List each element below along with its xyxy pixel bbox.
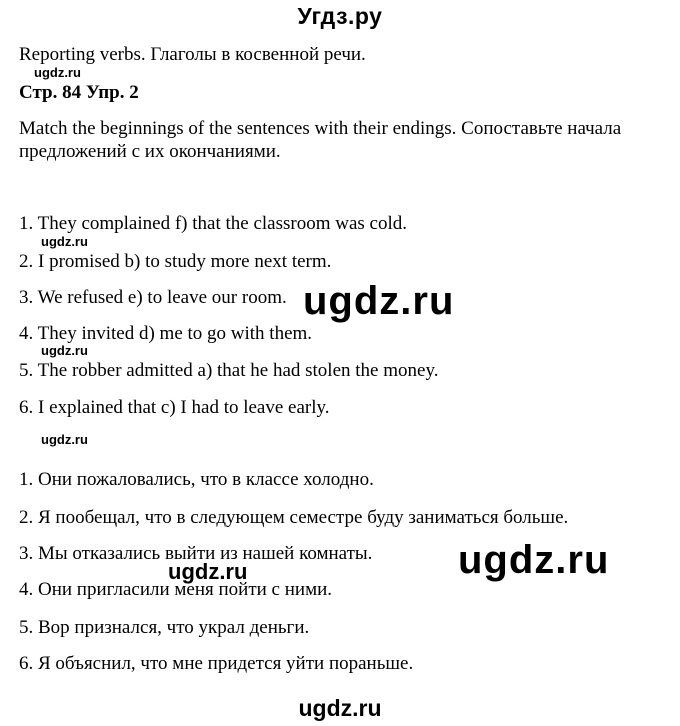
watermark: ugdz.ru: [41, 343, 88, 358]
answer-en-2: 2. I promised b) to study more next term.: [19, 251, 332, 272]
answer-ru-3: 3. Мы отказались выйти из нашей комнаты.: [19, 543, 373, 564]
answer-en-6: 6. I explained that c) I had to leave early.: [19, 397, 330, 418]
task-text: Match the beginnings of the sentences with their endings. Сопоставьте начала предложений с их окончаниями.: [19, 118, 622, 162]
answer-ru-6: 6. Я объяснил, что мне придется уйти пораньше.: [19, 653, 414, 674]
watermark: ugdz.ru: [458, 538, 610, 582]
watermark: ugdz.ru: [303, 279, 455, 323]
exercise-number: Стр. 84 Упр. 2: [19, 82, 139, 103]
answer-ru-1: 1. Они пожаловались, что в классе холодно.: [19, 469, 374, 490]
watermark: ugdz.ru: [34, 65, 81, 80]
watermark: ugdz.ru: [168, 559, 248, 584]
watermark: ugdz.ru: [41, 432, 88, 447]
watermark: ugdz.ru: [41, 234, 88, 249]
answer-en-5: 5. The robber admitted a) that he had stolen the money.: [19, 360, 439, 381]
answer-en-3: 3. We refused e) to leave our room.: [19, 287, 287, 308]
answer-en-4: 4. They invited d) me to go with them.: [19, 323, 313, 344]
topic-heading: Reporting verbs. Глаголы в косвенной речи.: [19, 44, 366, 65]
answer-ru-5: 5. Вор признался, что украл деньги.: [19, 617, 310, 638]
answer-ru-4: 4. Они пригласили меня пойти с ними.: [19, 579, 333, 600]
site-title: Угдз.ру: [297, 3, 383, 29]
answer-en-1: 1. They complained f) that the classroom was cold.: [19, 213, 407, 234]
footer-watermark: ugdz.ru: [298, 695, 382, 721]
answer-ru-2: 2. Я пообещал, что в следующем семестре буду заниматься больше.: [19, 507, 569, 528]
